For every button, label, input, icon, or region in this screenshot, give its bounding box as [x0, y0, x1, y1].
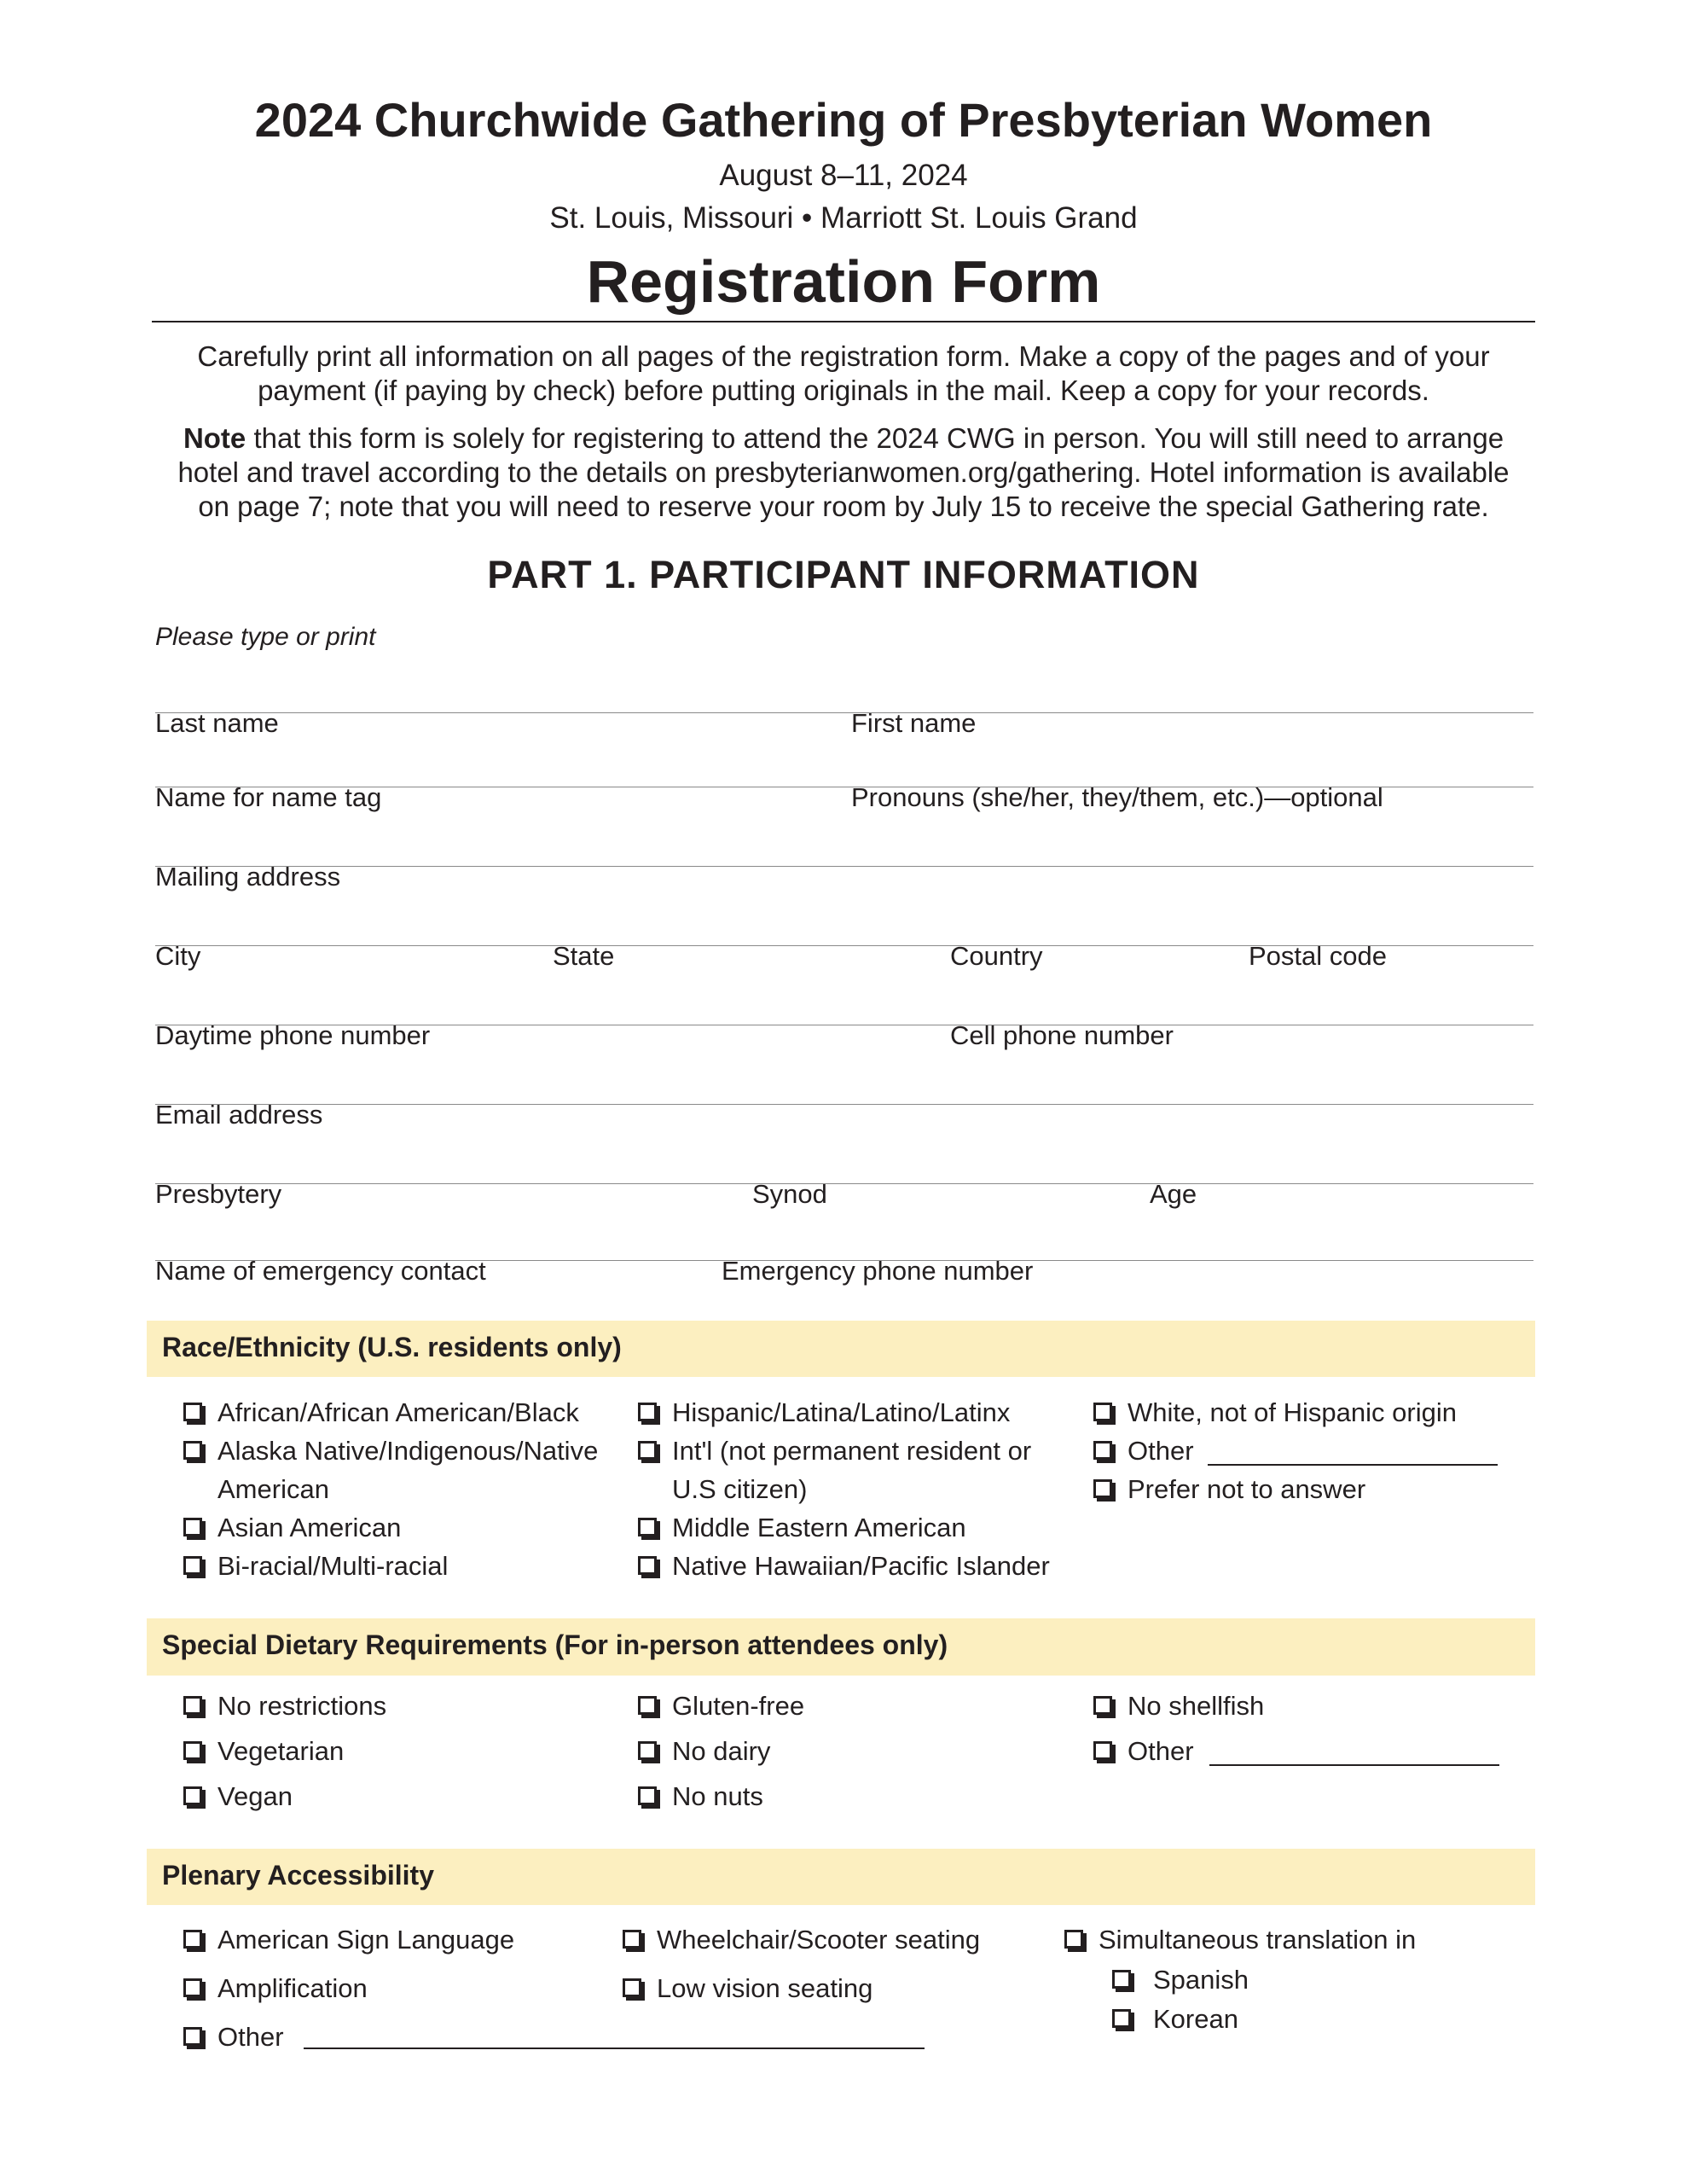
state-label: State — [553, 941, 615, 971]
checkbox-icon[interactable] — [1093, 1696, 1112, 1715]
option-label: Amplification — [217, 1973, 368, 2003]
email-line[interactable] — [155, 1104, 1533, 1105]
option-label: Hispanic/Latina/Latino/Latinx — [672, 1397, 1011, 1427]
intro-line-2: payment (if paying by check) before putting originals in the mail. Keep a copy for your records. — [258, 375, 1429, 406]
cell-phone-label: Cell phone number — [950, 1020, 1174, 1050]
checkbox-icon[interactable] — [183, 1978, 202, 1997]
last-name-label: Last name — [155, 708, 279, 738]
checkbox-icon[interactable] — [1112, 1970, 1131, 1989]
option-label: Gluten-free — [672, 1691, 805, 1721]
race-other-blank[interactable] — [1208, 1464, 1498, 1466]
option-label: U.S citizen) — [672, 1474, 808, 1504]
option-label: No shellfish — [1128, 1691, 1265, 1721]
checkbox-icon[interactable] — [638, 1441, 657, 1460]
emergency-phone-label: Emergency phone number — [722, 1256, 1034, 1286]
form-title: Registration Form — [586, 248, 1101, 315]
checkbox-icon[interactable] — [183, 1786, 202, 1805]
diet-other-blank[interactable] — [1209, 1764, 1499, 1766]
access-heading: Plenary Accessibility — [162, 1860, 434, 1891]
type-or-print-instruction: Please type or print — [155, 623, 376, 651]
checkbox-icon[interactable] — [638, 1518, 657, 1536]
presbytery-label: Presbytery — [155, 1179, 282, 1209]
title-divider — [152, 321, 1535, 322]
presbytery-line[interactable] — [155, 1183, 1533, 1184]
access-section-band — [147, 1849, 1535, 1905]
event-location: St. Louis, Missouri • Marriott St. Louis Grand — [549, 201, 1138, 235]
name-tag-label: Name for name tag — [155, 782, 382, 812]
checkbox-icon[interactable] — [183, 1403, 202, 1421]
checkbox-icon[interactable] — [183, 1518, 202, 1536]
intro-line-1: Carefully print all information on all pages of the registration form. Make a copy of the pages and of your — [197, 340, 1490, 372]
postal-code-label: Postal code — [1249, 941, 1387, 971]
checkbox-icon[interactable] — [183, 2027, 202, 2046]
note-line-2: hotel and travel according to the details on presbyterianwomen.org/gathering. Hotel information is available — [177, 456, 1510, 488]
option-label: Alaska Native/Indigenous/Native — [217, 1436, 599, 1466]
option-label: No nuts — [672, 1781, 763, 1811]
daytime-phone-label: Daytime phone number — [155, 1020, 431, 1050]
option-label: Spanish — [1153, 1965, 1249, 1995]
pronouns-label: Pronouns (she/her, they/them, etc.)—optional — [851, 782, 1383, 812]
option-label: Bi-racial/Multi-racial — [217, 1551, 449, 1581]
note-paragraph — [145, 421, 1542, 524]
option-label: Wheelchair/Scooter seating — [657, 1925, 981, 1955]
checkbox-icon[interactable] — [183, 1930, 202, 1949]
age-label: Age — [1150, 1179, 1197, 1209]
part1-heading: PART 1. PARTICIPANT INFORMATION — [487, 553, 1200, 596]
checkbox-icon[interactable] — [638, 1403, 657, 1421]
email-label: Email address — [155, 1100, 323, 1130]
access-other-blank[interactable] — [304, 2048, 925, 2049]
race-heading: Race/Ethnicity (U.S. residents only) — [162, 1332, 622, 1362]
option-label: American — [217, 1474, 329, 1504]
checkbox-icon[interactable] — [1093, 1479, 1112, 1498]
checkbox-icon[interactable] — [183, 1556, 202, 1575]
note-bold: Note — [183, 422, 246, 454]
checkbox-icon[interactable] — [638, 1556, 657, 1575]
option-label: Simultaneous translation in — [1099, 1925, 1417, 1955]
checkbox-icon[interactable] — [183, 1696, 202, 1715]
option-label: American Sign Language — [217, 1925, 515, 1955]
option-label: Asian American — [217, 1513, 402, 1542]
option-label: Int'l (not permanent resident or — [672, 1436, 1032, 1466]
diet-heading: Special Dietary Requirements (For in-person attendees only) — [162, 1629, 948, 1660]
option-label: Native Hawaiian/Pacific Islander — [672, 1551, 1050, 1581]
checkbox-icon[interactable] — [183, 1741, 202, 1760]
city-label: City — [155, 941, 201, 971]
checkbox-icon[interactable] — [183, 1441, 202, 1460]
option-label: Vegetarian — [217, 1736, 345, 1766]
checkbox-icon[interactable] — [638, 1696, 657, 1715]
synod-label: Synod — [752, 1179, 827, 1209]
checkbox-icon[interactable] — [1112, 2009, 1131, 2028]
note-line-3: on page 7; note that you will need to reserve your room by July 15 to receive the special Gathering rate. — [198, 491, 1489, 522]
intro-paragraph — [145, 340, 1542, 408]
mailing-address-line[interactable] — [155, 866, 1533, 867]
checkbox-icon[interactable] — [638, 1741, 657, 1760]
name-line[interactable] — [155, 712, 1533, 713]
checkbox-icon[interactable] — [1093, 1441, 1112, 1460]
option-label: Korean — [1153, 2004, 1238, 2034]
country-label: Country — [950, 941, 1043, 971]
event-title: 2024 Churchwide Gathering of Presbyterian Women — [254, 93, 1433, 147]
option-label: Middle Eastern American — [672, 1513, 966, 1542]
checkbox-icon[interactable] — [638, 1786, 657, 1805]
emergency-contact-label: Name of emergency contact — [155, 1256, 486, 1286]
option-label: Prefer not to answer — [1128, 1474, 1366, 1504]
race-section-band — [147, 1321, 1535, 1377]
note-line-1: that this form is solely for registering to attend the 2024 CWG in person. You will still need to arrange — [246, 422, 1504, 454]
checkbox-icon[interactable] — [1064, 1930, 1083, 1949]
event-dates: August 8–11, 2024 — [719, 159, 968, 192]
option-label: Vegan — [217, 1781, 293, 1811]
checkbox-icon[interactable] — [1093, 1741, 1112, 1760]
option-label: White, not of Hispanic origin — [1128, 1397, 1457, 1427]
option-label: No dairy — [672, 1736, 771, 1766]
option-label: Low vision seating — [657, 1973, 873, 2003]
option-label: Other — [1128, 1736, 1194, 1766]
option-label: Other — [1128, 1436, 1194, 1466]
mailing-address-label: Mailing address — [155, 862, 341, 892]
checkbox-icon[interactable] — [623, 1930, 641, 1949]
first-name-label: First name — [851, 708, 977, 738]
checkbox-icon[interactable] — [623, 1978, 641, 1997]
option-label: Other — [217, 2022, 284, 2052]
checkbox-icon[interactable] — [1093, 1403, 1112, 1421]
option-label: No restrictions — [217, 1691, 387, 1721]
diet-section-band — [147, 1618, 1535, 1676]
option-label: African/African American/Black — [217, 1397, 579, 1427]
